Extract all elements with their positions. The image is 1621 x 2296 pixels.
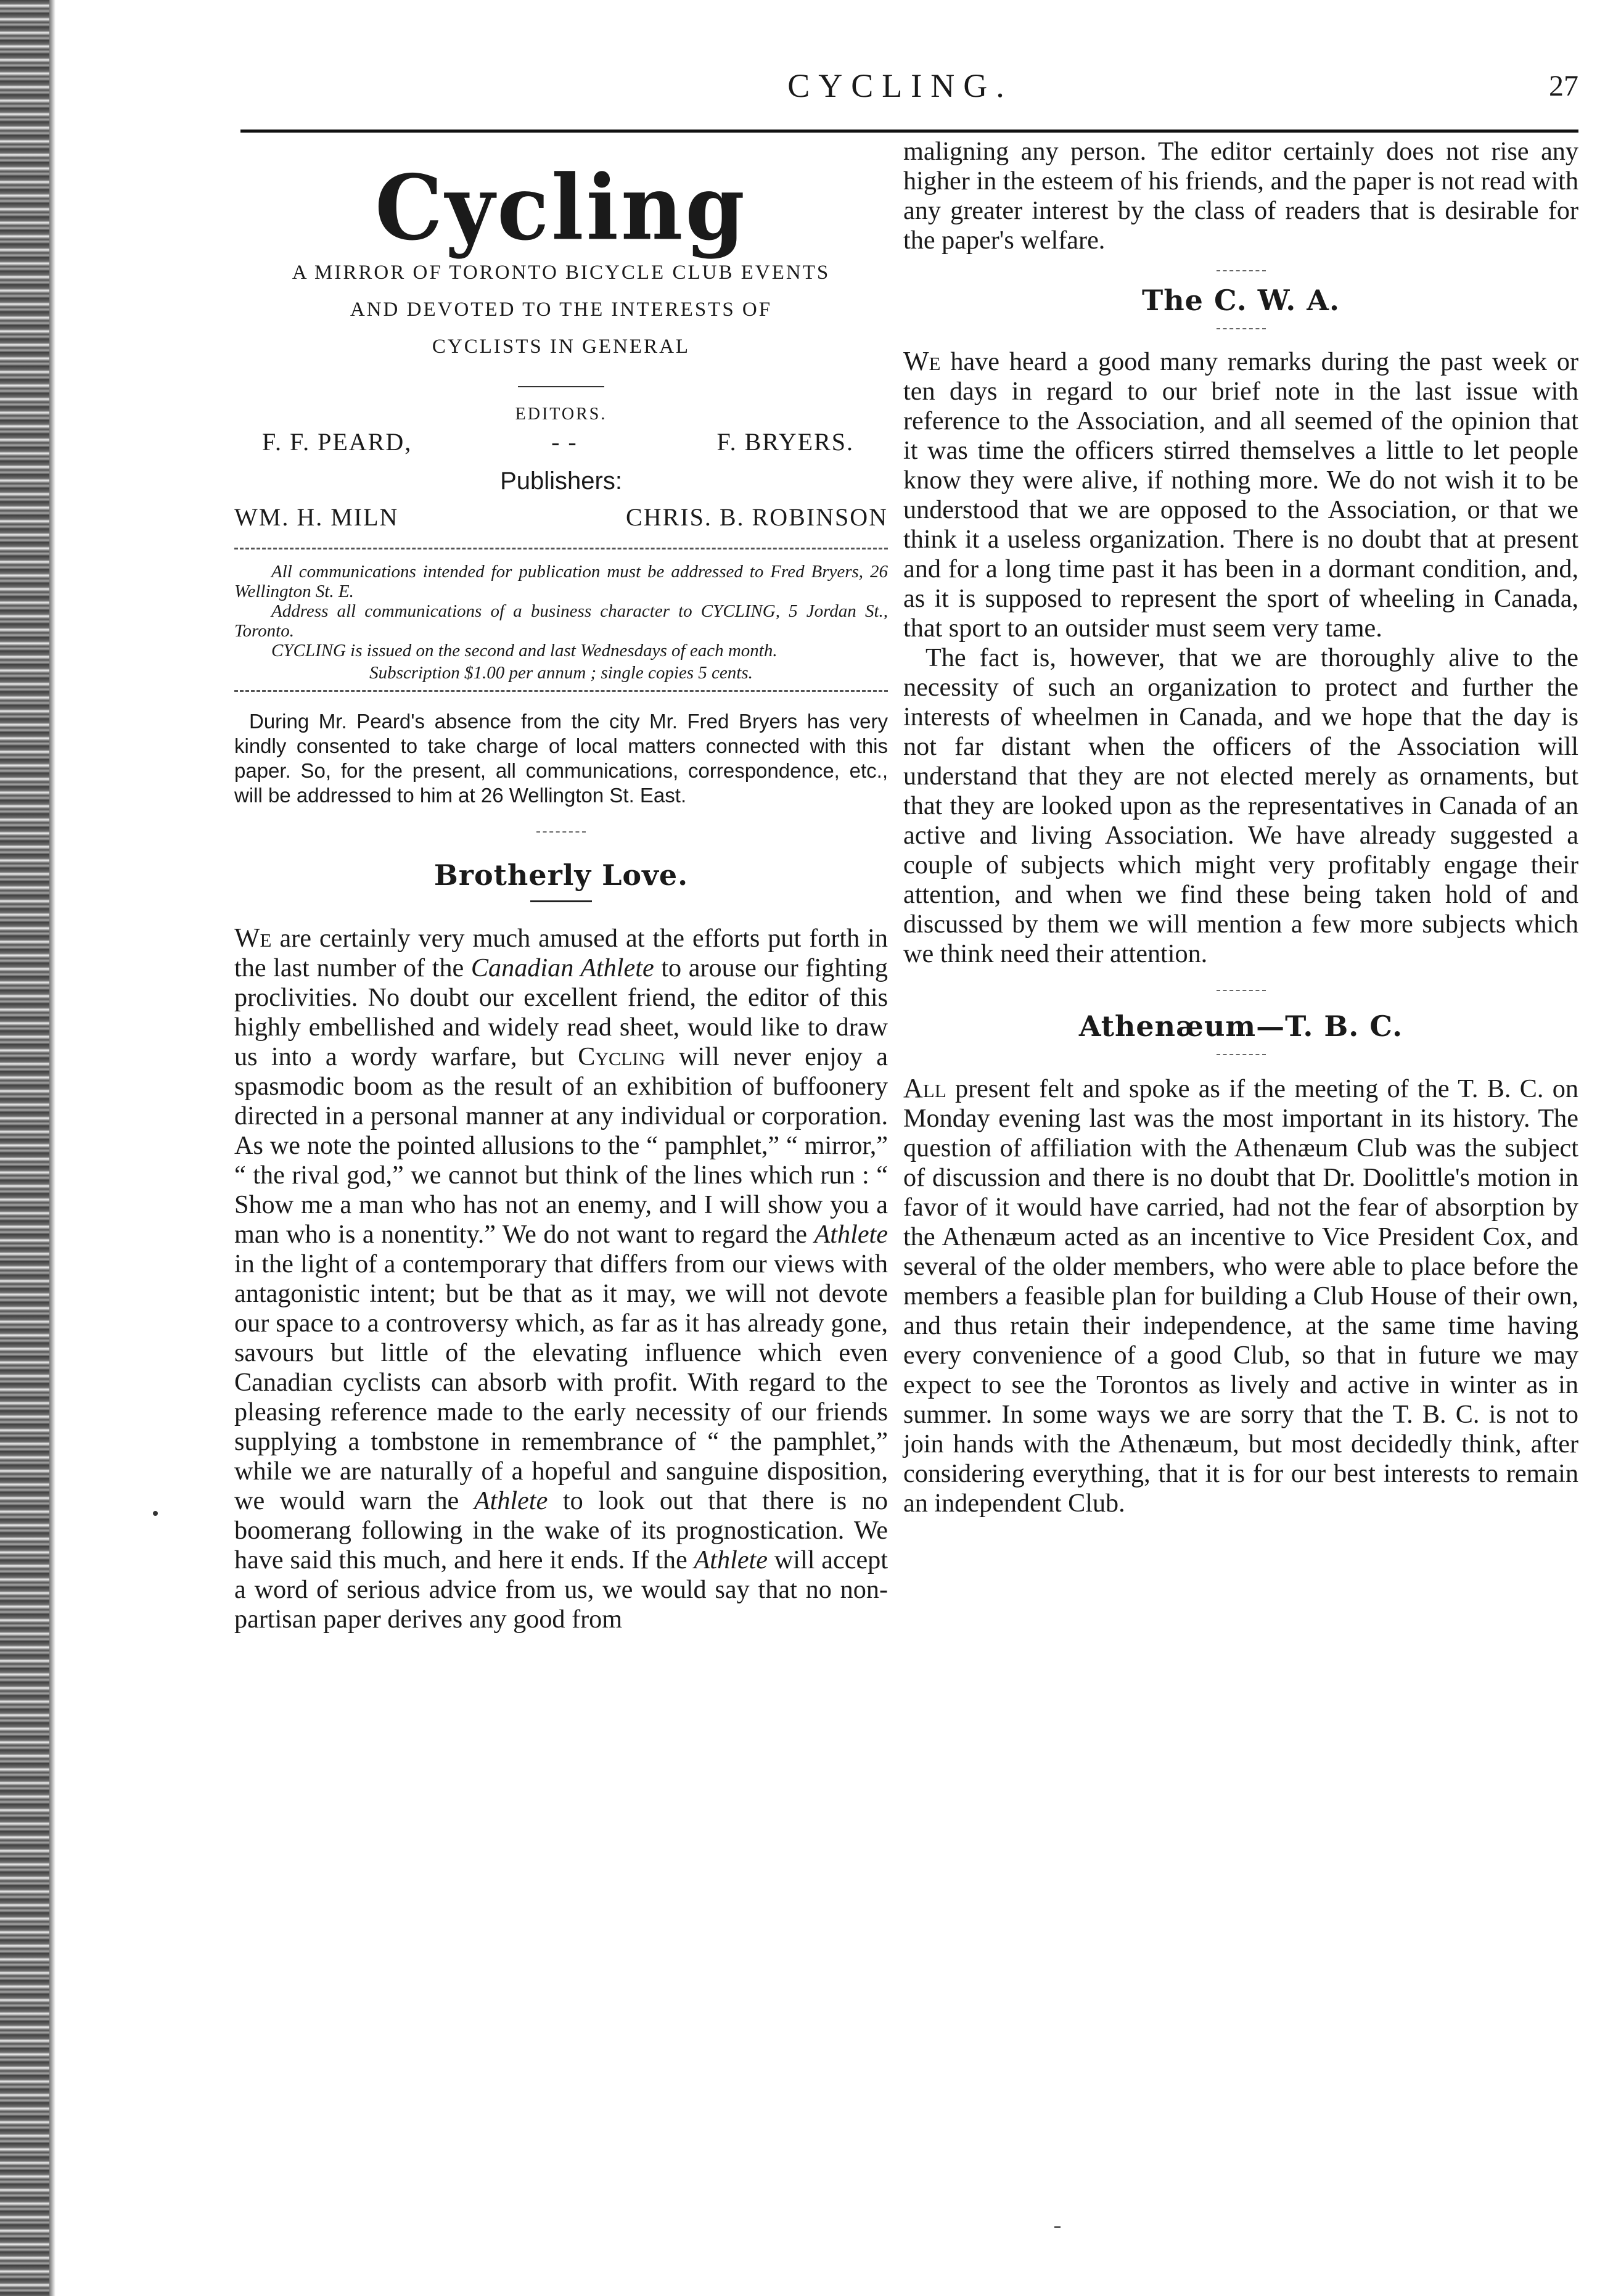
editor-separator: - - bbox=[551, 428, 578, 456]
notice-business: Address all communications of a business character to CYCLING, 5 Jordan St., Toronto. bbox=[234, 601, 888, 641]
page-binding-edge bbox=[0, 0, 49, 2296]
article-italic: Canadian Athlete bbox=[470, 953, 654, 982]
article-text: will accept a word of serious advice from us, we would say that no non-partisan paper derives any good from bbox=[234, 1545, 888, 1634]
running-head: CYCLING. bbox=[787, 67, 1013, 104]
notice-subscription: Subscription $1.00 per annum ; single copies 5 cents. bbox=[369, 663, 753, 683]
article-athenaeum bbox=[903, 1074, 1578, 1518]
article-text: have heard a good many remarks during the past week or ten days in regard to our brief note in the last issue with reference to the Association, and all seemed of the opinion that it was time the officers stirred themselves a little to let people know they were alive, if nothing more. We do not wish it to be understood that we are opposed to the Association, or that we think it a useless organization. There is no doubt that at present and for a long time past it has been in a dormant condition, and, as it is supposed to represent the sport of wheeling in Canada, that sport to an outsider must seem very tame. bbox=[903, 347, 1578, 643]
editors-row bbox=[234, 424, 888, 460]
heading-dash bbox=[1217, 1054, 1266, 1055]
masthead-rule bbox=[518, 386, 604, 387]
article-text: will never enjoy a spasmodic boom as the result of an exhibition of buffoonery directed in a personal manner at any individual or corporation. As we note the pointed allusions to the “ pamphlet,” “ mirror,” “ the rival god,” we cannot but think of the lines which run : “ Show me a man who has not an enemy, and I will show you a man who is a nonentity.” We do not want to regard the bbox=[234, 1042, 888, 1249]
publisher-robinson: CHRIS. B. ROBINSON bbox=[626, 503, 888, 531]
article-text: to look out that there is no boomerang following in the wake of its prognostication. We have said this much, and here it ends. If the bbox=[234, 1486, 888, 1574]
editor-bryers: F. BRYERS. bbox=[716, 428, 854, 456]
article-cwa-p1 bbox=[903, 347, 1578, 643]
heading-dash bbox=[1217, 328, 1266, 329]
publishers-row bbox=[234, 500, 888, 535]
section-divider bbox=[1217, 990, 1266, 991]
section-divider bbox=[1217, 270, 1266, 271]
publisher-miln: WM. H. MILN bbox=[234, 503, 399, 531]
masthead-subtitle-3: CYCLISTS IN GENERAL bbox=[432, 335, 691, 358]
editor-peard: F. F. PEARD, bbox=[262, 428, 412, 456]
notice-communications: All communications intended for publication must be addressed to Fred Bryers, 26 Wellington St. E. bbox=[234, 562, 888, 601]
section-divider bbox=[536, 831, 586, 833]
header-rule bbox=[240, 130, 1578, 133]
article-text: present felt and spoke as if the meeting of the T. B. C. on Monday evening last was the most important in its history. The question of affiliation with the Athenæum Club was the subject of discussion and there is no doubt that Dr. Doolittle's motion in favor of it would have carried, had not the fear of absorption by the Athenæum acted as an incentive to Vice President Cox, and several of the older members, who were able to place before the members a feasible plan for building a Club House of their own, and thus retain their independence, at the same time having every convenience of a good Club, so that in future we may expect to see the Torontos as lively and active in winter as in summer. In some ways we are sorry that the T. B. C. is not to join hands with the Athenæum, but most decidedly think, after considering everything, that it is for our best interests to remain an independent Club. bbox=[903, 1074, 1578, 1518]
publishers-label: Publishers: bbox=[500, 467, 622, 495]
left-column bbox=[234, 137, 888, 1634]
page-number: 27 bbox=[1549, 70, 1578, 102]
article-cwa-p2: The fact is, however, that we are thoroughly alive to the necessity of such an organization to protect and further the interests of wheelmen in Canada, and we hope that the day is not far distant when the officers of the Association will understand that they are not elected merely as ornaments, but that they are looked upon as the representatives in Canada of an active and living Association. We have already suggested a couple of subjects which might very profitably engage their attention, and when we find these being taken hold of and discussed by them we will mention a few more subjects which we think need their attention. bbox=[903, 643, 1578, 968]
footer-mark bbox=[1054, 2226, 1061, 2228]
article-italic: Athlete bbox=[474, 1486, 548, 1515]
notice-issue-dates: CYCLING is issued on the second and last Wednesdays of each month. bbox=[271, 641, 778, 660]
right-column bbox=[903, 137, 1578, 1518]
binding-shadow bbox=[49, 0, 55, 2296]
heading-athenaeum: Athenæum—T. B. C. bbox=[1078, 1010, 1403, 1043]
article-text: are certainly very much amused at the efforts put forth in the last number of the bbox=[234, 924, 888, 982]
notice-rule-top bbox=[234, 548, 888, 549]
drop-word: We bbox=[903, 346, 941, 376]
article-italic: Athlete bbox=[814, 1220, 888, 1249]
article-text: to arouse our fighting proclivities. No doubt our excellent friend, the editor of this highly embellished and widely read sheet, would like to draw us into a wordy warfare, but bbox=[234, 953, 888, 1071]
article-small-caps: Cycling bbox=[578, 1042, 665, 1071]
margin-mark bbox=[153, 1511, 158, 1516]
editors-label: EDITORS. bbox=[515, 405, 607, 424]
heading-rule bbox=[530, 900, 592, 902]
drop-word: We bbox=[234, 923, 272, 953]
masthead-subtitle-2: AND DEVOTED TO THE INTERESTS OF bbox=[350, 298, 773, 321]
masthead-title: Cycling bbox=[375, 154, 747, 261]
masthead-subtitle-1: A MIRROR OF TORONTO BICYCLE CLUB EVENTS bbox=[292, 261, 831, 284]
absence-note: During Mr. Peard's absence from the city Mr. Fred Bryers has very kindly consented to take charge of local matters connected with this paper. So, for the present, all communications, correspondence, etc., will be addressed to him at 26 Wellington St. East. bbox=[234, 710, 888, 807]
article-text: in the light of a contemporary that differs from our views with antagonistic intent; but be that as it may, we will not devote our space to a controversy which, as far as it has already gone, savours but little of the elevating influence which even Canadian cyclists can absorb with profit. With regard to the pleasing reference made to the early necessity of our friends supplying a tombstone in remembrance of “ the pamphlet,” while we are naturally of a hopeful and sanguine disposition, we would warn the bbox=[234, 1249, 888, 1515]
drop-word: All bbox=[903, 1073, 946, 1103]
article-italic: Athlete bbox=[694, 1545, 768, 1574]
article-brotherly-love bbox=[234, 923, 888, 1634]
heading-cwa: The C. W. A. bbox=[1141, 284, 1340, 317]
article-continued: maligning any person. The editor certainly does not rise any higher in the esteem of his friends, and the paper is not read with any greater interest by the class of readers that is desirable for the paper's welfare. bbox=[903, 137, 1578, 255]
heading-brotherly-love: Brotherly Love. bbox=[433, 858, 689, 892]
notice-rule-bottom bbox=[234, 690, 888, 692]
